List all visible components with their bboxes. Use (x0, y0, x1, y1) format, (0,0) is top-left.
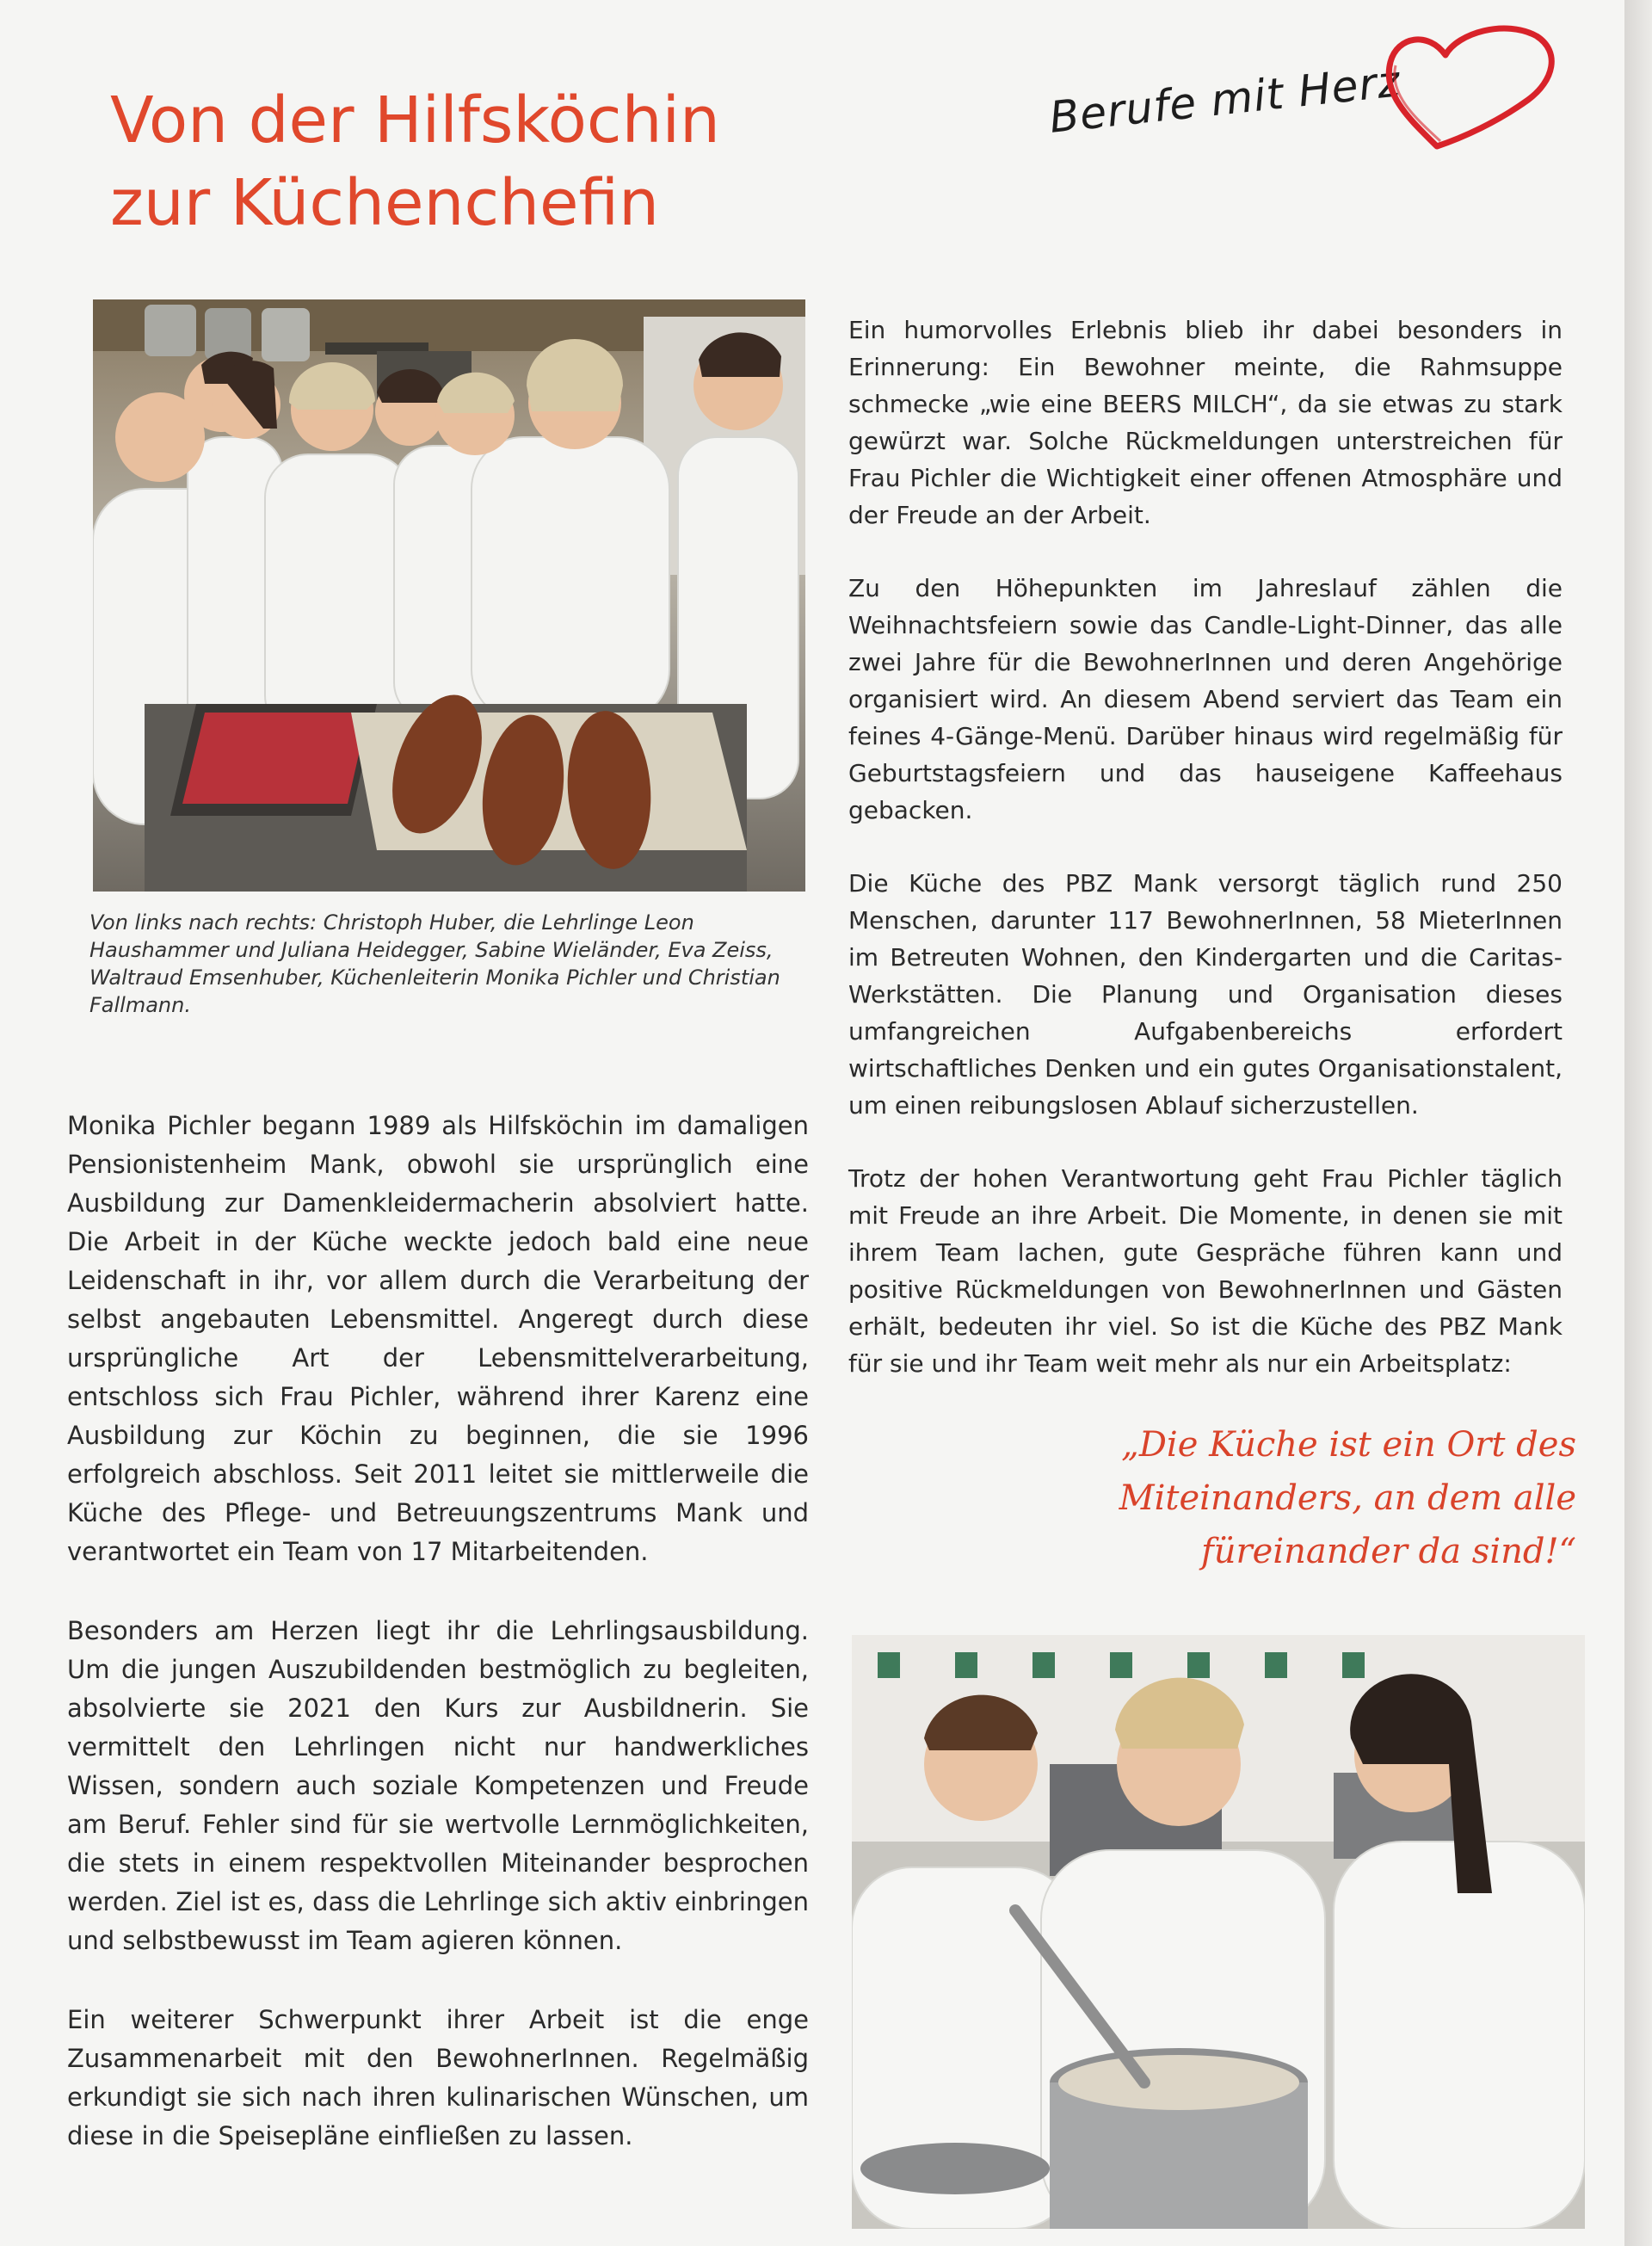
paragraph-joy: Trotz der hohen Verantwortung geht Frau Pichler täglich mit Freude an ihre Arbeit. Die Momente, in denen sie mit ihrem Team lachen, gute Gespräche führen kann und positive Rückmeldungen von BewohnerInnen und Gästen erhält, bedeuten ihr viel. So ist die Küche des PBZ Mank für sie und ihr Team weit mehr als nur ein Arbeitsplatz: (848, 1164, 1563, 1378)
pull-quote: „Die Küche ist ein Ort des Miteinanders, an dem alle füreinander da sind!“ (1119, 1425, 1576, 1571)
article-title (110, 79, 885, 244)
left-column (67, 1107, 809, 2196)
page-edge-shadow (1624, 0, 1652, 2246)
cooking-photo (852, 1635, 1585, 2229)
article-title-line-1: Von der Hilfsköchin (110, 83, 720, 157)
paragraph-kitchen-facts: Die Küche des PBZ Mank versorgt täglich rund 250 Menschen, darunter 117 BewohnerInnen, 58 MieterInnen im Betreuten Wohnen, den Kindergarten und die Caritas-Werkstätten. Die Planung und Organisation dieses umfangreichen Aufgabenbereichs erfordert wirtschaftliches Denken und ein gutes Organisationstalent, um einen reibungslosen Ablauf sicherzustellen. (848, 869, 1563, 1120)
paragraph-residents: Ein weiterer Schwerpunkt ihrer Arbeit ist die enge Zusammenarbeit mit den BewohnerInnen. Regelmäßig erkundigt sie sich nach ihren kulinarischen Wünschen, um diese in die Speisepläne einfließen zu lassen. (67, 2005, 809, 2150)
right-column (848, 312, 1563, 1418)
paragraph-apprentices: Besonders am Herzen liegt ihr die Lehrlingsausbildung. Um die jungen Auszubildenden bestmöglich zu begleiten, absolvierte sie 2021 den Kurs zur Ausbildnerin. Sie vermittelt den Lehrlingen nicht nur handwerkliches Wissen, sondern auch soziale Kompetenzen und Freude am Beruf. Fehler sind für sie wertvolle Lernmöglichkeiten, die stets in einem respektvollen Miteinander besprochen werden. Ziel ist es, dass die Lehrlinge sich aktiv einbringen und selbstbewusst im Team agieren können. (67, 1616, 809, 1955)
paragraph-career: Monika Pichler begann 1989 als Hilfsköchin im damaligen Pensionistenheim Mank, obwohl sie ursprünglich eine Ausbildung zur Damenkleidermacherin absolviert hatte. Die Arbeit in der Küche weckte jedoch bald eine neue Leidenschaft in ihr, vor allem durch die Verarbeitung der selbst angebauten Lebensmittel. Angeregt durch diese ursprüngliche Art der Lebensmittelverarbeitung, entschloss sich Frau Pichler, während ihrer Karenz eine Ausbildung zur Köchin zu beginnen, die sie 1996 erfolgreich abschloss. Seit 2011 leitet sie mittlerweile die Küche des Pflege- und Betreuungszentrums Mank und verantwortet ein Team von 17 Mitarbeitenden. (67, 1111, 809, 1566)
heart-icon (1377, 17, 1566, 155)
handwritten-tag: Berufe mit Herz (1046, 56, 1403, 143)
team-group-photo (93, 299, 805, 892)
article-title-line-2: zur Küchenchefin (110, 166, 660, 240)
paragraph-highlights: Zu den Höhepunkten im Jahreslauf zählen die Weihnachtsfeiern sowie das Candle-Light-Dinner, das alle zwei Jahre für die BewohnerInnen und deren Angehörige organisiert wird. An diesem Abend serviert das Team ein feines 4-Gänge-Menü. Darüber hinaus wird regelmäßig für Geburtstagsfeiern und das hauseigene Kaffeehaus gebacken. (848, 574, 1563, 824)
photo-caption: Von links nach rechts: Christoph Huber, die Lehrlinge Leon Haushammer und Juliana Heidegger, Sabine Wieländer, Eva Zeiss, Waltraud Emsenhuber, Küchenleiterin Monika Pichler und Christian Fallmann. (89, 910, 780, 1017)
paragraph-anecdote: Ein humorvolles Erlebnis blieb ihr dabei besonders in Erinnerung: Ein Bewohner meinte, die Rahmsuppe schmecke „wie eine BEERS MILCH“, da sie etwas zu stark gewürzt war. Solche Rückmeldungen unterstreichen für Frau Pichler die Wichtigkeit einer offenen Atmosphäre und der Freude an der Arbeit. (848, 316, 1563, 529)
